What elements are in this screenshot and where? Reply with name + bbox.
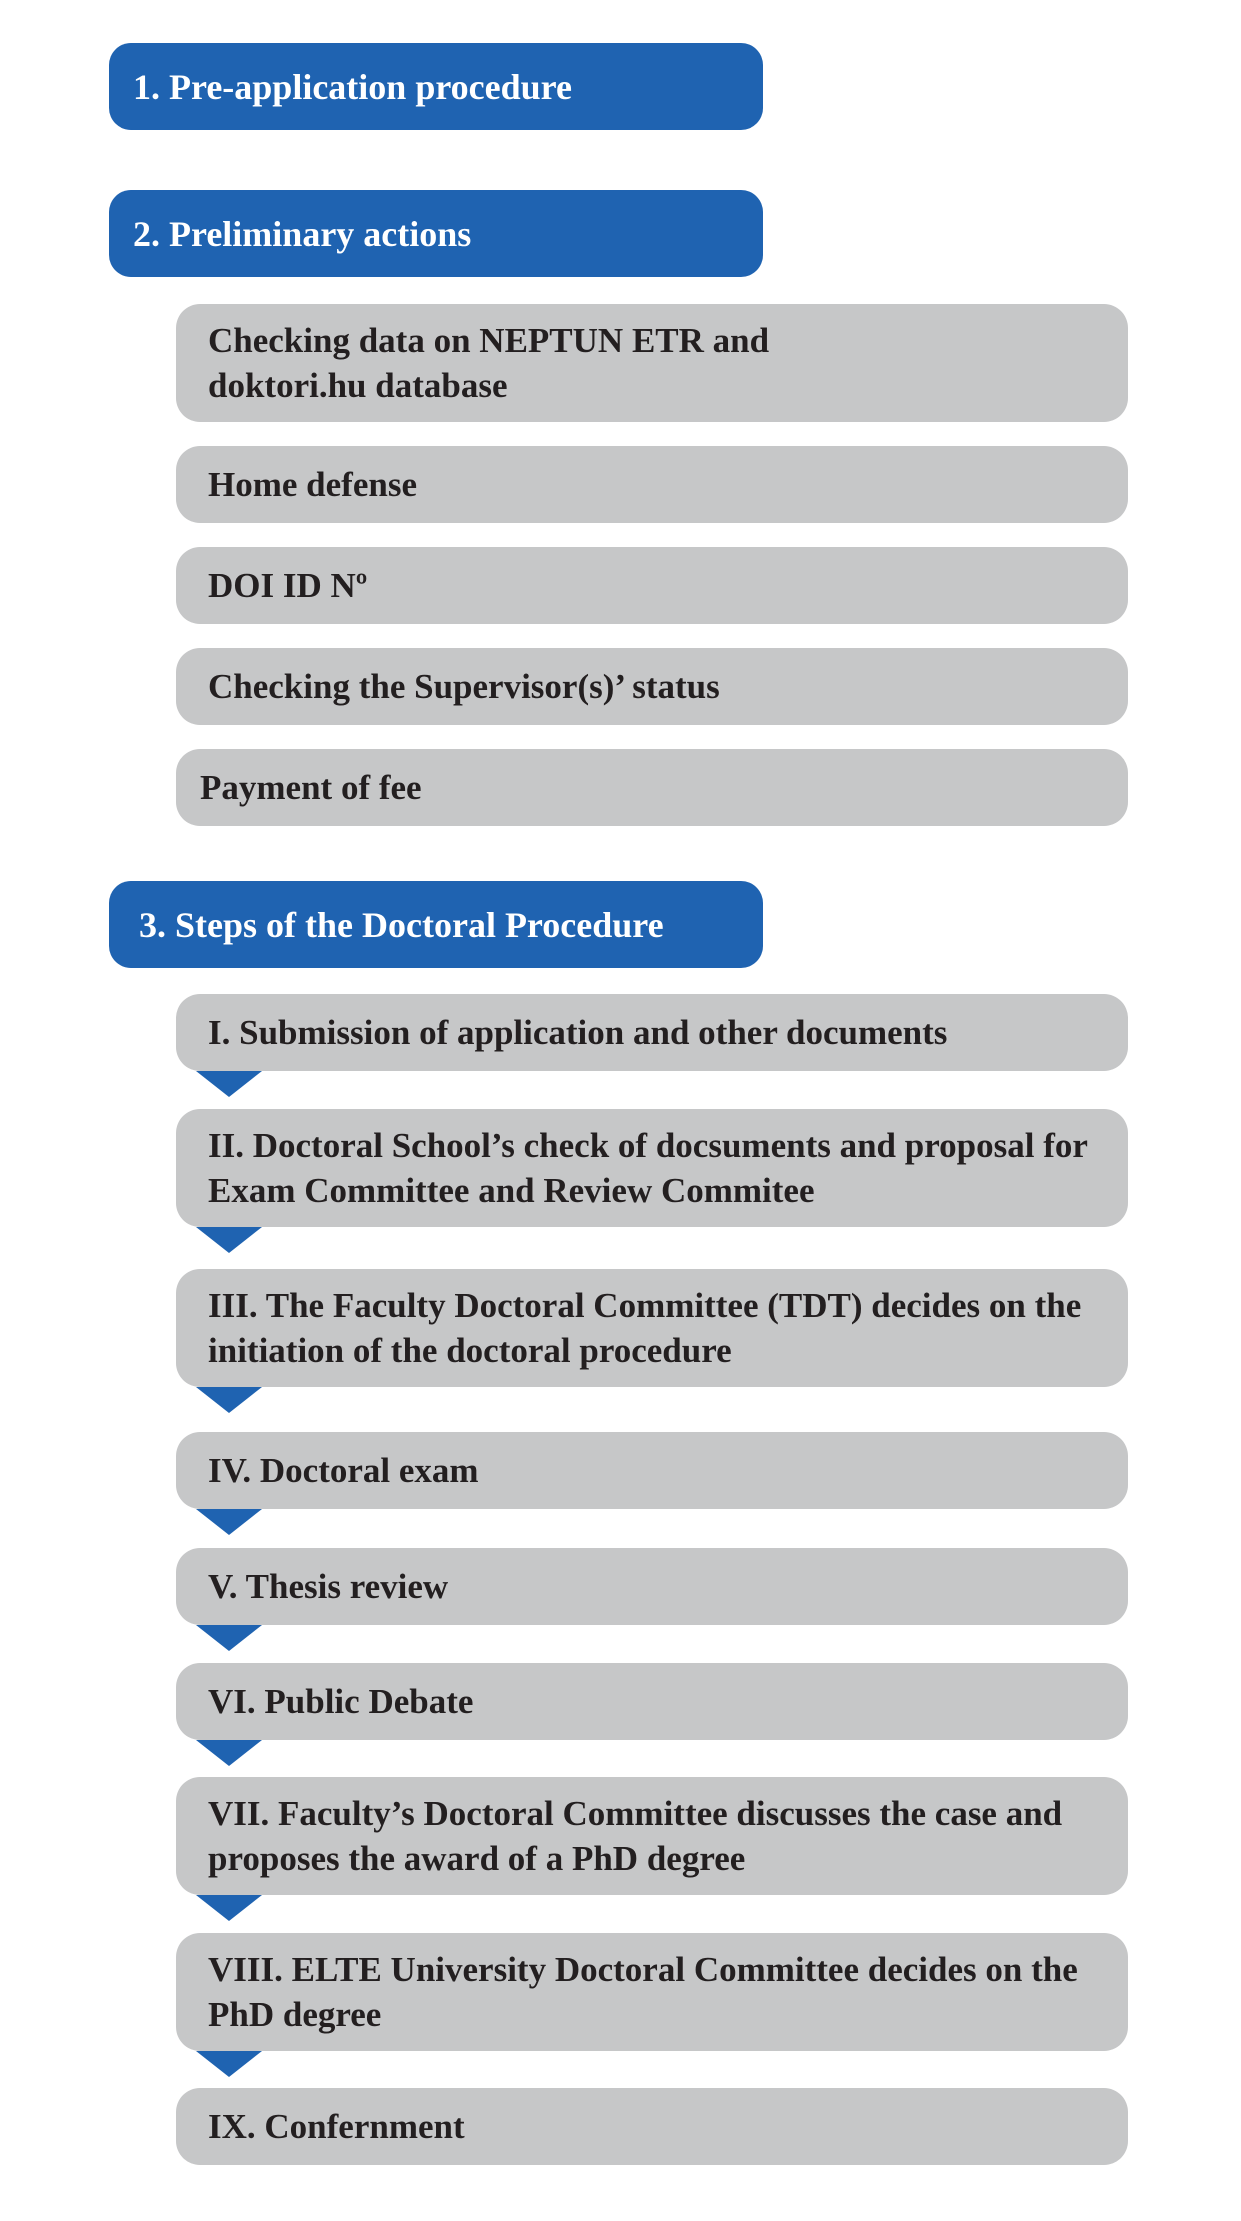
step-4-doctoral-exam <box>176 1432 1128 1509</box>
step-9-confernment <box>176 2088 1128 2165</box>
preliminary-item-label: Payment of fee <box>200 768 422 807</box>
preliminary-item-doi-id <box>176 547 1128 624</box>
step-label: III. The Faculty Doctoral Committee (TDT) decides on the initiation of the doctoral procedure <box>208 1286 1082 1370</box>
flow-arrow-icon <box>196 1227 262 1253</box>
step-1-submission <box>176 994 1128 1071</box>
preliminary-item-checking-data <box>176 304 1128 422</box>
preliminary-item-label: DOI ID Nº <box>208 566 368 605</box>
preliminary-item-label: Checking data on NEPTUN ETR and doktori.hu database <box>208 321 770 405</box>
step-6-public-debate <box>176 1663 1128 1740</box>
flow-arrow-icon <box>196 1895 262 1921</box>
step-label: VI. Public Debate <box>208 1682 474 1721</box>
preliminary-item-supervisor-status <box>176 648 1128 725</box>
section-header-pre-application: 1. Pre-application procedure <box>109 43 763 130</box>
step-label: IV. Doctoral exam <box>208 1451 479 1490</box>
flow-arrow-icon <box>196 1387 262 1413</box>
flow-arrow-icon <box>196 2051 262 2077</box>
step-7-faculty-committee <box>176 1777 1128 1895</box>
flow-arrow-icon <box>196 1509 262 1535</box>
step-2-doctoral-school-check <box>176 1109 1128 1227</box>
step-8-elte-committee <box>176 1933 1128 2051</box>
preliminary-item-home-defense <box>176 446 1128 523</box>
section-header-preliminary-actions: 2. Preliminary actions <box>109 190 763 277</box>
step-label: VIII. ELTE University Doctoral Committee decides on the PhD degree <box>208 1950 1078 2034</box>
preliminary-item-payment-of-fee <box>176 749 1128 826</box>
section-header-doctoral-steps: 3. Steps of the Doctoral Procedure <box>109 881 763 968</box>
step-label: IX. Confernment <box>208 2107 465 2146</box>
step-label: V. Thesis review <box>208 1567 449 1606</box>
step-5-thesis-review <box>176 1548 1128 1625</box>
flow-arrow-icon <box>196 1625 262 1651</box>
step-3-tdt-decision <box>176 1269 1128 1387</box>
step-label: II. Doctoral School’s check of docsuments and proposal for Exam Committee and Review Commitee <box>208 1126 1088 1210</box>
step-label: I. Submission of application and other documents <box>208 1013 948 1052</box>
preliminary-item-label: Home defense <box>208 465 417 504</box>
step-label: VII. Faculty’s Doctoral Committee discusses the case and proposes the award of a PhD degree <box>208 1794 1063 1878</box>
preliminary-item-label: Checking the Supervisor(s)’ status <box>208 667 720 706</box>
flow-arrow-icon <box>196 1740 262 1766</box>
flow-arrow-icon <box>196 1071 262 1097</box>
